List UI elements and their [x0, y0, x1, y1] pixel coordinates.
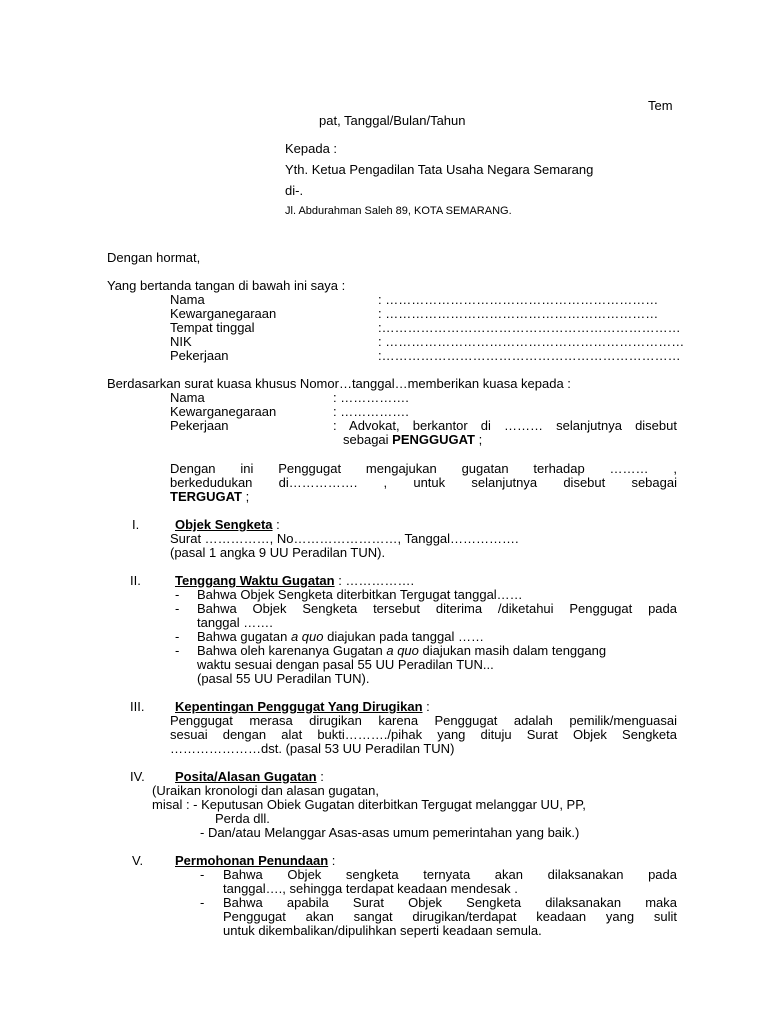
section-line: Perda dll. [215, 811, 270, 826]
section-line: Penggugat merasa dirugikan karena Penggugat adalah pemilik/menguasai [170, 713, 677, 728]
section-number: II. [130, 573, 141, 588]
field-label: Tempat tinggal [170, 320, 255, 335]
role-defendant: TERGUGAT [170, 489, 242, 504]
bullet-text [197, 643, 606, 658]
section-heading [175, 517, 280, 532]
place-date-part2: pat, Tanggal/Bulan/Tahun [319, 113, 466, 128]
bullet-dash: - [200, 867, 205, 882]
section-title: Tenggang Waktu Gugatan [175, 573, 335, 588]
bullet-text: Bahwa apabila Surat Objek Sengketa dilaksanakan maka [223, 895, 677, 910]
bullet-text-cont: tanggal ……. [197, 615, 273, 630]
poa-continuation [343, 432, 482, 447]
section-number: V. [132, 853, 144, 868]
section-number: IV. [130, 769, 145, 784]
section-suffix: : [272, 517, 280, 532]
latin-term: a quo [386, 643, 419, 658]
section-line: - Dan/atau Melanggar Asas-asas umum pemerintahan yang baik.) [200, 825, 580, 840]
field-label: NIK [170, 334, 192, 349]
section-line: (pasal 1 angka 9 UU Peradilan TUN). [170, 545, 386, 560]
field-value: : ……………………………………………………… [378, 292, 659, 307]
section-heading [175, 699, 430, 714]
bullet-text-cont: Penggugat akan sangat dirugikan/terdapat keadaan yang sulit [223, 909, 677, 924]
section-number: I. [132, 517, 140, 532]
bullet-text: Bahwa Objek sengketa ternyata akan dilaksanakan pada [223, 867, 677, 882]
section-title: Kepentingan Penggugat Yang Dirugikan [175, 699, 423, 714]
bullet-dash: - [200, 895, 205, 910]
field-label: Nama [170, 390, 205, 405]
field-value: : ……………. [333, 390, 409, 405]
place-date-part1: Tem [648, 98, 673, 113]
field-value: :…………………………………………………………… [378, 348, 681, 363]
bullet-dash: - [175, 587, 180, 602]
field-label: Pekerjaan [170, 348, 229, 363]
greeting: Dengan hormat, [107, 250, 201, 265]
field-value: : …………………………………………………………… [378, 334, 685, 349]
section-line: …………………dst. (pasal 53 UU Peradilan TUN) [170, 741, 455, 756]
applicant-intro: Yang bertanda tangan di bawah ini saya : [107, 278, 346, 293]
bullet-text-cont: waktu sesuai dengan pasal 55 UU Peradilan TUN... [197, 657, 494, 672]
bullet-dash: - [175, 629, 180, 644]
bullet-text: Bahwa Objek Sengketa diterbitkan Tergugat tanggal…… [197, 587, 523, 602]
section-title: Permohonan Penundaan [175, 853, 329, 868]
section-line: (Uraikan kronologi dan alasan gugatan, [152, 783, 379, 798]
section-heading [175, 853, 335, 868]
field-value: : ……………. [333, 404, 409, 419]
bullet-text-part: diajukan masih dalam tenggang [418, 643, 607, 658]
section-line: misal : - Keputusan Obiek Gugatan diterbitkan Tergugat melanggar UU, PP, [152, 797, 586, 812]
latin-term: a quo [290, 629, 324, 644]
role-suffix: ; [241, 489, 250, 504]
claim-line-1: Dengan ini Penggugat mengajukan gugatan terhadap ……… , [170, 461, 677, 476]
role-plaintiff: PENGGUGAT [392, 432, 475, 447]
recipient-address: Jl. Abdurahman Saleh 89, KOTA SEMARANG. [285, 205, 512, 217]
bullet-text-part: Bahwa gugatan [197, 629, 291, 644]
claim-line-2: berkedudukan di……………. , untuk selanjutnya disebut sebagai [170, 475, 677, 490]
bullet-text-part: Bahwa oleh karenanya Gugatan [197, 643, 387, 658]
section-suffix: : [422, 699, 430, 714]
field-value: : Advokat, berkantor di ……… selanjutnya disebut [333, 418, 677, 433]
field-label: Pekerjaan [170, 418, 229, 433]
field-value: :…………………………………………………………… [378, 320, 681, 335]
section-suffix: : [316, 769, 324, 784]
section-suffix: : ……………. [334, 573, 415, 588]
section-title: Objek Sengketa [175, 517, 273, 532]
recipient-label: Kepada : [285, 141, 338, 156]
field-value: : ……………………………………………………… [378, 306, 659, 321]
field-label: Kewarganegaraan [170, 404, 277, 419]
field-label: Kewarganegaraan [170, 306, 277, 321]
poa-intro: Berdasarkan surat kuasa khusus Nomor…tanggal…memberikan kuasa kepada : [107, 376, 571, 391]
claim-line-3 [170, 489, 249, 504]
recipient-name: Yth. Ketua Pengadilan Tata Usaha Negara Semarang [285, 162, 594, 177]
bullet-text-cont: untuk dikembalikan/dipulihkan seperti keadaan semula. [223, 923, 542, 938]
bullet-text [197, 629, 484, 644]
section-suffix: : [328, 853, 336, 868]
section-heading [175, 769, 324, 784]
bullet-dash: - [175, 601, 180, 616]
bullet-text-cont: (pasal 55 UU Peradilan TUN). [197, 671, 370, 686]
bullet-text-cont: tanggal…., sehingga terdapat keadaan mendesak . [223, 881, 518, 896]
section-line: Surat ……………, No……………………, Tanggal……………. [170, 531, 519, 546]
bullet-text: Bahwa Objek Sengketa tersebut diterima /diketahui Penggugat pada [197, 601, 677, 616]
section-title: Posita/Alasan Gugatan [175, 769, 317, 784]
field-label: Nama [170, 292, 205, 307]
poa-continuation-post: ; [474, 432, 483, 447]
section-line: sesuai dengan alat bukti………./pihak yang dituju Surat Objek Sengketa [170, 727, 677, 742]
section-number: III. [130, 699, 145, 714]
recipient-di: di-. [285, 183, 304, 198]
bullet-dash: - [175, 643, 180, 658]
section-heading [175, 573, 414, 588]
bullet-text-part: diajukan pada tanggal …… [323, 629, 484, 644]
poa-continuation-pre: sebagai [343, 432, 393, 447]
